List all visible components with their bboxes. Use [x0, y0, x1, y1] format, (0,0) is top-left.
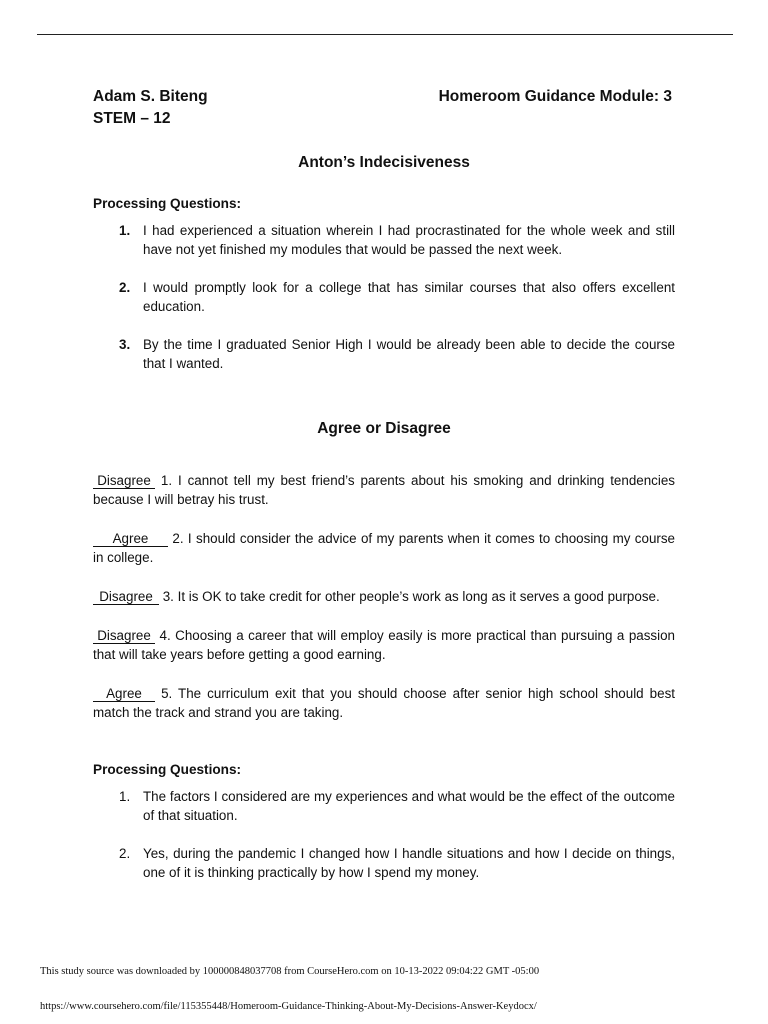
list-item — [93, 787, 675, 825]
statement-text: 5. The curriculum exit that you should choose after senior high school should best match the track and strand you are taking. — [93, 686, 675, 720]
statement-text: 4. Choosing a career that will employ easily is more practical than pursuing a passion that will take years before getting a good earning. — [93, 628, 675, 662]
processing-questions-list-1 — [93, 221, 675, 373]
header-row — [93, 86, 675, 108]
answer-blank: Agree — [93, 531, 168, 547]
processing-questions-label-2: Processing Questions: — [93, 762, 242, 777]
module-title: Homeroom Guidance Module: 3 — [438, 88, 672, 105]
document-title: Anton’s Indecisiveness — [298, 154, 470, 171]
item-text: By the time I graduated Senior High I would be already been able to decide the course that I wanted. — [143, 337, 675, 371]
answer-blank: Disagree — [93, 473, 155, 489]
processing-questions-label-1: Processing Questions: — [93, 196, 242, 211]
strand-label: STEM – 12 — [93, 110, 171, 127]
list-item — [93, 221, 675, 259]
item-text: I had experienced a situation wherein I had procrastinated for the whole week and still have not yet finished my modules that would be passed the next week. — [143, 223, 675, 257]
answer-blank: Disagree — [93, 589, 159, 605]
agree-disagree-title: Agree or Disagree — [317, 420, 451, 437]
list-item — [93, 844, 675, 882]
item-number: 2. — [119, 280, 131, 295]
item-number: 3. — [119, 337, 131, 352]
item-number: 1. — [119, 789, 131, 804]
list-item — [93, 335, 675, 373]
list-item — [93, 684, 675, 722]
processing-questions-list-2 — [93, 787, 675, 882]
answer-blank: Agree — [93, 686, 155, 702]
item-number: 2. — [119, 846, 131, 861]
top-rule — [37, 34, 733, 35]
list-item — [93, 529, 675, 567]
agree-disagree-list — [93, 471, 675, 722]
list-item — [93, 587, 675, 606]
statement-text: 3. It is OK to take credit for other people’s work as long as it serves a good purpose. — [162, 589, 660, 604]
item-text: I would promptly look for a college that has similar courses that also offers excellent education. — [143, 280, 675, 314]
item-text: The factors I considered are my experiences and what would be the effect of the outcome of that situation. — [143, 789, 675, 823]
document-body — [93, 86, 675, 882]
item-text: Yes, during the pandemic I changed how I handle situations and how I decide on things, one of it is thinking practically by how I spend my money. — [143, 846, 675, 880]
source-url: https://www.coursehero.com/file/115355448/Homeroom-Guidance-Thinking-About-My-Decisions-Answer-Keydocx/ — [40, 1001, 537, 1012]
statement-text: 2. I should consider the advice of my parents when it comes to choosing my course in college. — [93, 531, 675, 565]
list-item — [93, 471, 675, 509]
item-number: 1. — [119, 223, 131, 238]
download-note: This study source was downloaded by 100000848037708 from CourseHero.com on 10-13-2022 09:04:22 GMT -05:00 — [40, 966, 540, 977]
student-name: Adam S. Biteng — [93, 88, 208, 105]
answer-blank: Disagree — [93, 628, 155, 644]
list-item — [93, 626, 675, 664]
statement-text: 1. I cannot tell my best friend’s parents about his smoking and drinking tendencies because I will betray his trust. — [93, 473, 675, 507]
list-item — [93, 278, 675, 316]
